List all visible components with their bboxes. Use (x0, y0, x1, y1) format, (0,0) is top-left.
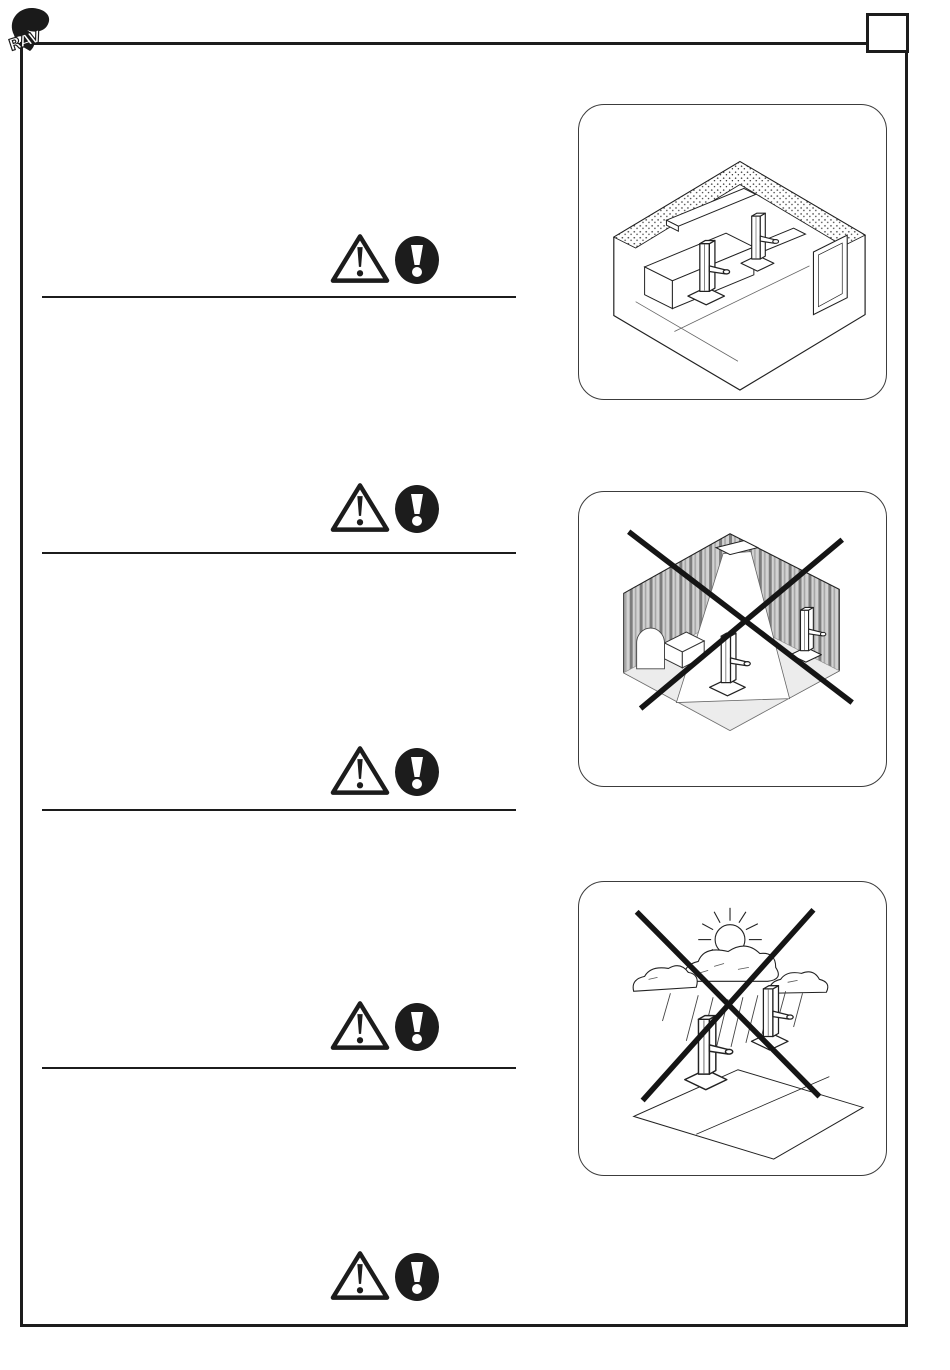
warning-row-5 (329, 1246, 441, 1304)
page-number-box (866, 13, 909, 53)
separator-line (42, 809, 516, 811)
figure-outdoor-use-prohibited (578, 881, 887, 1176)
logo-text: RAV (6, 27, 43, 55)
warning-triangle-icon (329, 231, 391, 285)
figure-dark-room-prohibited (578, 491, 887, 787)
warning-triangle-icon (329, 480, 391, 534)
mandatory-action-icon (394, 235, 440, 285)
ground-slab (634, 1070, 863, 1159)
warning-row-1 (329, 229, 441, 287)
separator-line (42, 552, 516, 554)
warning-triangle-icon (329, 1248, 391, 1302)
rav-logo (5, 3, 61, 59)
warning-row-2 (329, 478, 441, 536)
indoor-garage-drawing (579, 105, 886, 399)
outdoor-weather-drawing (579, 882, 886, 1175)
mandatory-action-icon (394, 1252, 440, 1302)
warning-triangle-icon (329, 998, 391, 1052)
warning-row-4 (329, 996, 441, 1054)
mandatory-action-icon (394, 1002, 440, 1052)
mandatory-action-icon (394, 747, 440, 797)
separator-line (42, 1067, 516, 1069)
dark-room-drawing (579, 492, 886, 786)
drum (637, 628, 665, 669)
mandatory-action-icon (394, 484, 440, 534)
figure-indoor-installation (578, 104, 887, 400)
warning-triangle-icon (329, 743, 391, 797)
warning-row-3 (329, 741, 441, 799)
separator-line (42, 296, 516, 298)
clouds (633, 946, 828, 993)
